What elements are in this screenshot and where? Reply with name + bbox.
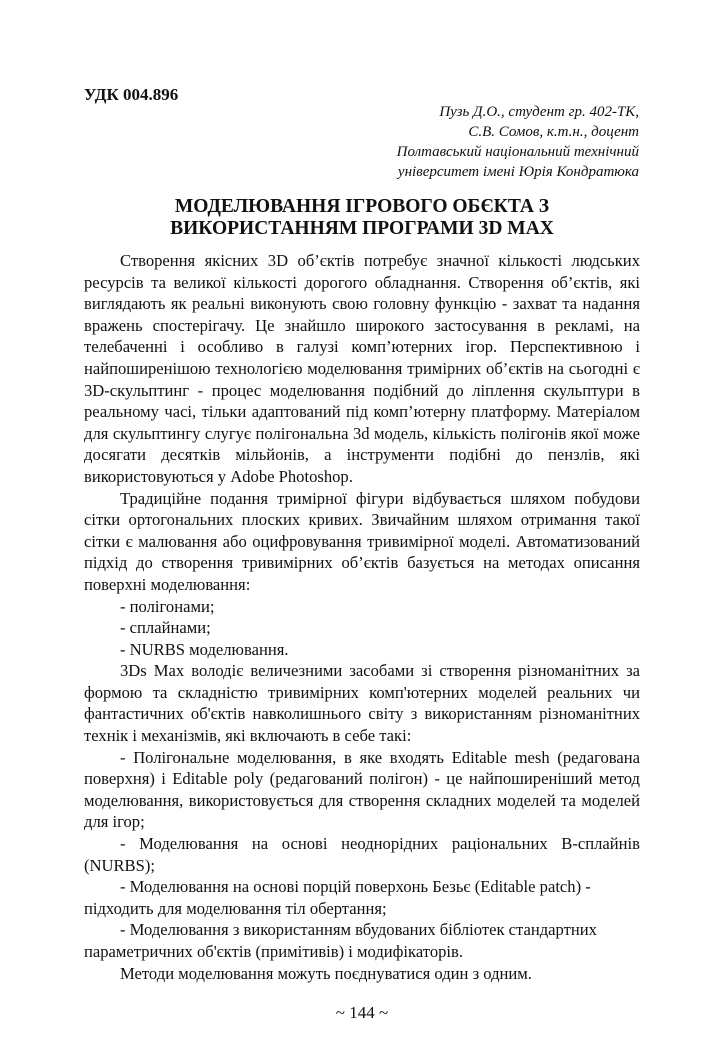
list-item: - Полігональне моделювання, в яке входять Editable mesh (редагована поверхня) і Editable poly (редагований полігон) - це найпоширеніший метод моделювання, використовується для створення складних моделей та моделей для ігор;	[84, 747, 640, 832]
paragraph: Традиційне подання тримірної фігури відбувається шляхом побудови сітки ортогональних плоских кривих. Звичайним шляхом отримання такої сітки є малювання або оцифровування тривимірної моделі. Автоматизований підхід до створення тривимірних об’єктів базується на методах описання поверхні моделювання:	[84, 488, 640, 594]
list-item: - NURBS моделювання.	[120, 639, 289, 659]
list-item: - сплайнами;	[120, 618, 211, 638]
title-line: МОДЕЛЮВАННЯ ІГРОВОГО ОБЄКТА З	[174, 196, 550, 217]
affiliation-line: університет імені Юрія Кондратюка	[397, 164, 639, 180]
affiliation-line: Полтавський національний технічний	[396, 144, 639, 160]
author-line: С.В. Сомов, к.т.н., доцент	[468, 124, 639, 140]
paragraph: 3Ds Max володіє величезними засобами зі створення різноманітних за формою та складністю тривимірних комп'ютерних моделей реальних чи фантастичних об'єктів навколишнього світу з використанням різноманітних технік і механізмів, які включають в себе такі:	[84, 661, 640, 746]
title-line: ВИКОРИСТАННЯМ ПРОГРАМИ 3D MAX	[170, 218, 554, 239]
page-number: ~ 144 ~	[335, 1003, 389, 1023]
paragraph: Методи моделювання можуть поєднуватися один з одним.	[120, 963, 532, 983]
body-text	[84, 250, 640, 984]
list-item: - Моделювання на основі неоднорідних раціональних B-сплайнів (NURBS);	[84, 834, 640, 875]
paper-title	[84, 196, 640, 240]
author-block	[279, 102, 639, 182]
paragraph: Створення якісних 3D об’єктів потребує значної кількості людських ресурсів та великої кількості дорогого обладнання. Створення об’єктів, які виглядають як реальні виконують свою головну функцію - захват та надання вражень спостерігачу. Це знайшло широкого застосування в рекламі, на телебаченні і особливо в галузі комп’ютерних ігор. Перспективною і найпоширенішою технологією моделювання тримірних об’єктів на сьогодні є 3D-скульптинг - процес моделювання подібний до ліплення скульптури в реальному часі, тільки адаптований під комп’ютерну платформу. Матеріалом для скульптингу слугує полігональна 3d модель, кількість полігонів якої може досягати десятків мільйонів, а інструменти подібні до пензлів, які використовуються у Adobe Photoshop.	[84, 251, 640, 486]
list-item: - Моделювання на основі порцій поверхонь Безьє (Editable patch) - підходить для моделювання тіл обертання;	[84, 877, 591, 918]
udk-code: УДК 004.896	[84, 85, 179, 104]
author-line: Пузь Д.О., студент гр. 402-ТК,	[439, 104, 639, 120]
list-item: - Моделювання з використанням вбудованих бібліотек стандартних параметричних об'єктів (примітивів) і модифікаторів.	[84, 920, 597, 961]
list-item: - полігонами;	[120, 596, 215, 616]
